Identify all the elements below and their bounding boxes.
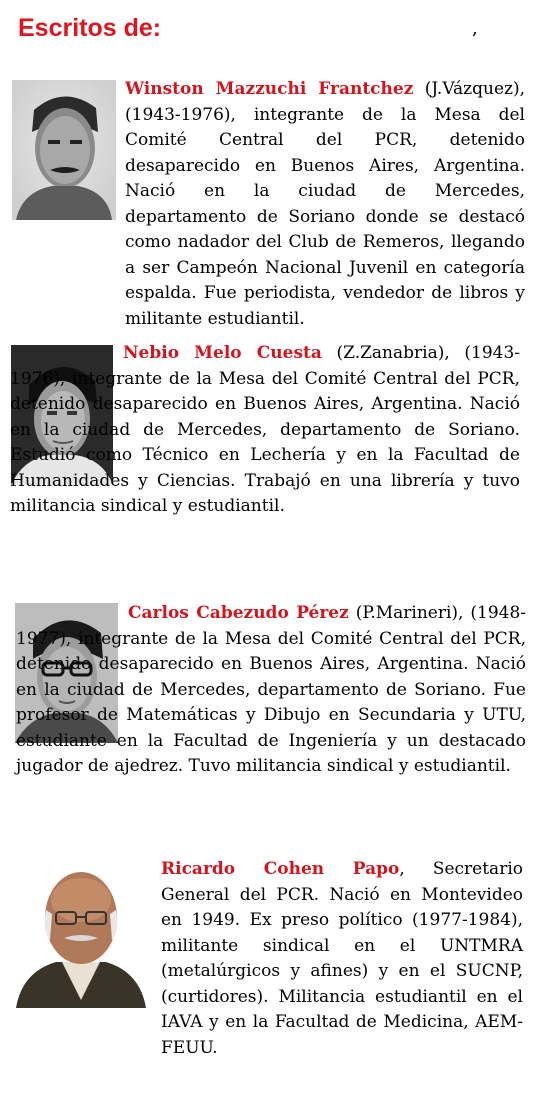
person-bio-part: (1943-1976), integrante de la Mesa del Comité Central del PCR, detenido desaparecido en Buenos Aires, Argentina. Nació en la ciudad de Mercedes, departamento de Soriano. Estudió como Técnico en Lechería y en la Facultad de Humanidades y Ciencias. Trabajó en una librería y tuvo militancia sindical y estudiantil.: [10, 343, 521, 516]
person-alias: (Z.Zanabria),: [336, 343, 450, 363]
person-name: Winston Mazzuchi Frantchez: [125, 79, 414, 99]
header-comma: ,: [472, 18, 478, 39]
person-name: Ricardo Cohen Papo: [161, 859, 400, 879]
person-alias: (P.Marineri),: [355, 603, 464, 623]
portrait-photo: [12, 80, 116, 220]
person-bio-part: (1943-1976), integrante de la Mesa del Comité Central del PCR, detenido desaparecido en Buenos Aires, Argentina. Nació en la ciudad de Mercedes, departamento de Soriano donde se destacó como nadador del Club de Remeros, llegando a ser Campeón Nacional Juvenil en categoría espalda. Fue periodista, vendedor de libros y militante estudiantil.: [125, 104, 525, 329]
person-name: Nebio Melo Cuesta: [123, 343, 322, 363]
person-name: Carlos Cabezudo Pérez: [128, 603, 349, 623]
person-bio-part: Secretario General del PCR. Nació en Montevideo en 1949. Ex preso político (1977-1984), militante sindical en el UNTMRA (metalúrgicos y afines) y en el SUCNP, (curtidores). Militancia estudiantil en el IAVA y en la Facultad de Medicina, AEM-FEUU.: [161, 859, 523, 1058]
portrait-photo: [12, 860, 150, 1008]
person-bio-part: (1948-1977), integrante de la Mesa del Comité Central del PCR, detenido desaparecido en Buenos Aires, Argentina. Nació en la ciudad de Mercedes, departamento de Soriano. Fue profesor de Matemáticas y Dibujo en Secundaria y UTU, estudiante en la Facultad de Ingeniería y un destacado jugador de ajedrez. Tuvo militancia sindical y estudiantil.: [16, 603, 527, 776]
page-title: Escritos de:: [18, 14, 162, 42]
person-alias: ,: [399, 859, 405, 879]
person-alias: (J.Vázquez),: [424, 79, 526, 99]
